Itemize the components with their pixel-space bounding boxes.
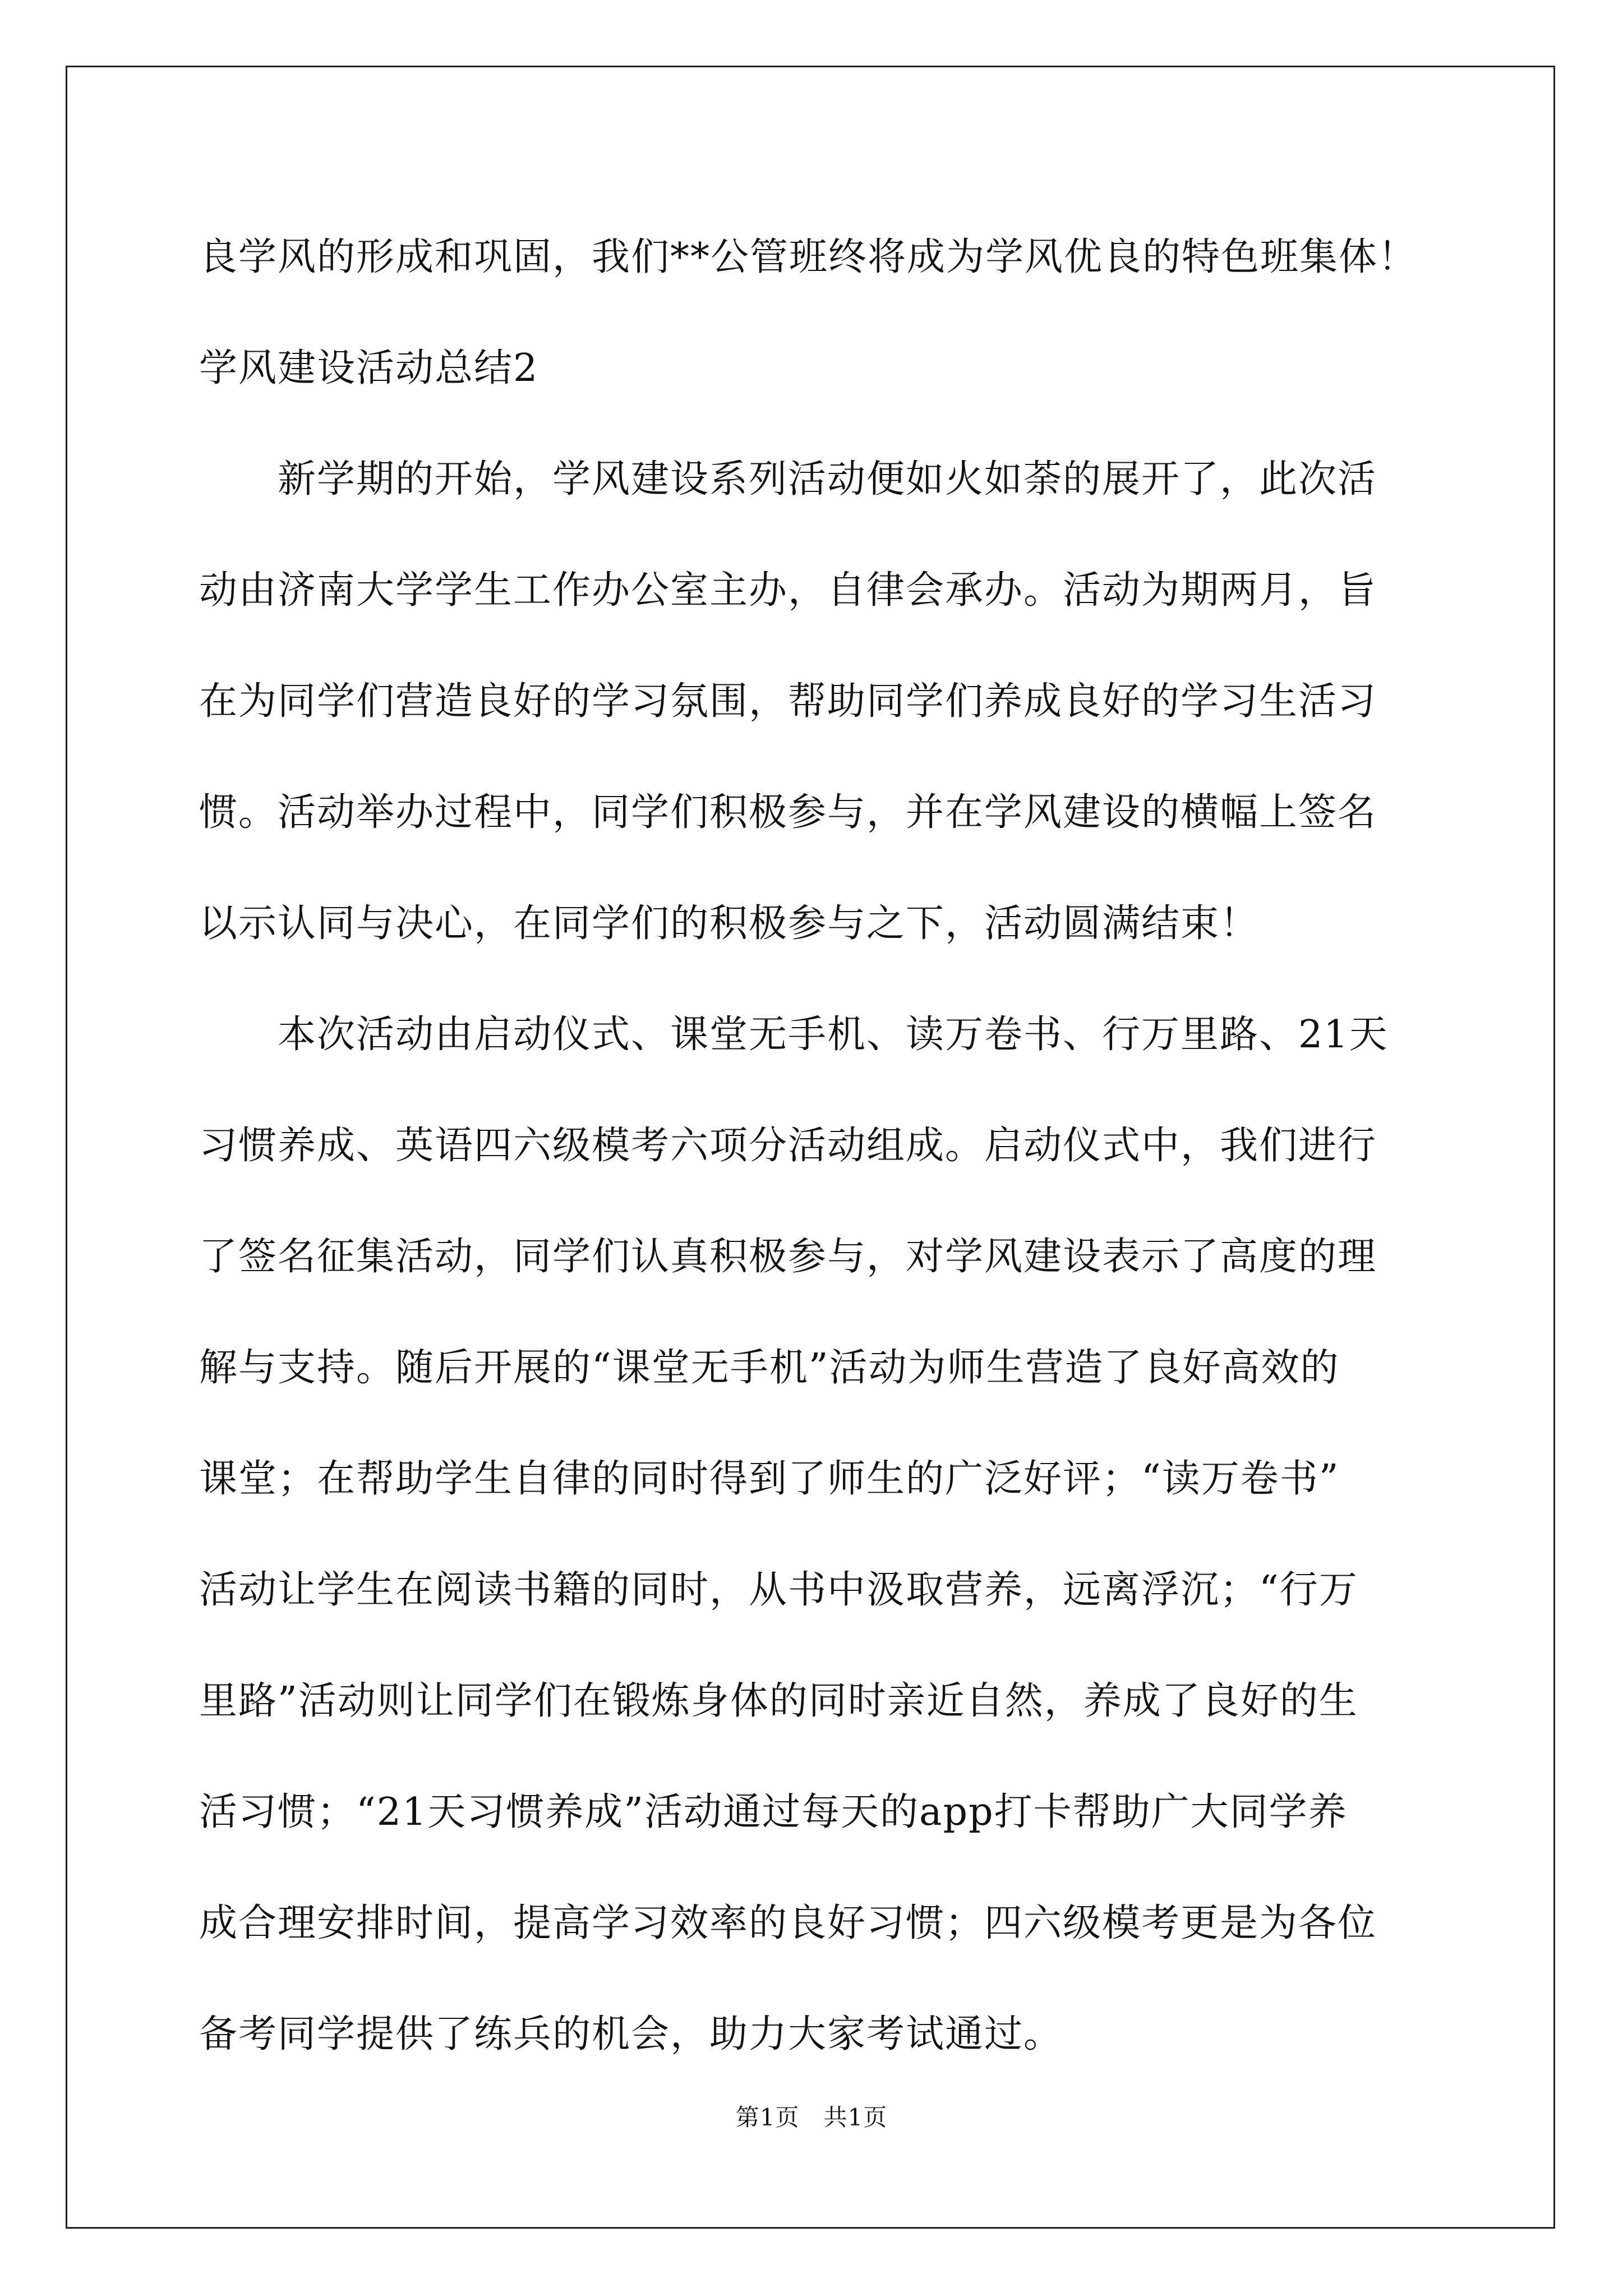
text-line: 在为同学们营造良好的学习氛围，帮助同学们养成良好的学习生活习 — [199, 679, 1377, 724]
text-line: 活习惯；“21天习惯养成”活动通过每天的app打卡帮助广大同学养 — [199, 1790, 1348, 1834]
document-body — [199, 202, 1427, 2090]
text-line: 了签名征集活动，同学们认真积极参与，对学风建设表示了高度的理 — [199, 1235, 1377, 1279]
text-line: 本次活动由启动仪式、课堂无手机、读万卷书、行万里路、21天 — [199, 1013, 1389, 1057]
text-line: 里路”活动则让同学们在锻炼身体的同时亲近自然，养成了良好的生 — [199, 1679, 1358, 1723]
text-line: 惯。活动举办过程中，同学们积极参与，并在学风建设的横幅上签名 — [199, 790, 1377, 835]
text-line: 良学风的形成和巩固，我们**公管班终将成为学风优良的特色班集体！ — [199, 235, 1418, 279]
text-line: 新学期的开始，学风建设系列活动便如火如荼的展开了，此次活 — [199, 457, 1377, 501]
text-line: 活动让学生在阅读书籍的同时，从书中汲取营养，远离浮沉；“行万 — [199, 1568, 1358, 1612]
section-heading: 学风建设活动总结2 — [199, 346, 539, 390]
text-line: 成合理安排时间，提高学习效率的良好习惯；四六级模考更是为各位 — [199, 1901, 1377, 1945]
text-line: 课堂；在帮助学生自律的同时得到了师生的广泛好评；“读万卷书” — [199, 1457, 1340, 1501]
text-line: 备考同学提供了练兵的机会，助力大家考试通过。 — [199, 2012, 1063, 2056]
text-line: 动由济南大学学生工作办公室主办，自律会承办。活动为期两月，旨 — [199, 568, 1377, 613]
text-line: 以示认同与决心，在同学们的积极参与之下，活动圆满结束！ — [199, 901, 1260, 946]
text-line: 解与支持。随后开展的“课堂无手机”活动为师生营造了良好高效的 — [199, 1346, 1340, 1390]
page-footer: 第1页 共1页 — [735, 2104, 888, 2131]
text-line: 习惯养成、英语四六级模考六项分活动组成。启动仪式中，我们进行 — [199, 1124, 1377, 1168]
